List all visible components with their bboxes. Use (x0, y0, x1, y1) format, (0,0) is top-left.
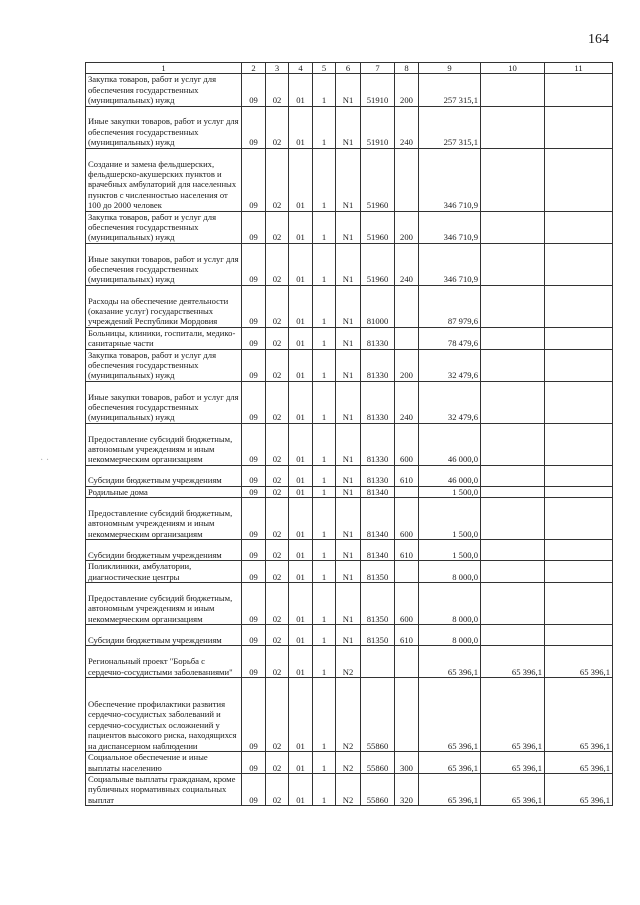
amount-year-3 (545, 349, 613, 381)
row-description: Субсидии бюджетным учреждениям (86, 625, 242, 646)
subprogram-code: 1 (313, 211, 336, 243)
amount-year-2 (481, 486, 545, 497)
program-code: 01 (289, 211, 313, 243)
project-code: N1 (336, 540, 361, 561)
program-code: 01 (289, 583, 313, 625)
expense-code: 55860 (361, 752, 395, 774)
program-code: 01 (289, 540, 313, 561)
section-code: 09 (242, 349, 266, 381)
expense-code: 81350 (361, 583, 395, 625)
expense-type-code (395, 646, 419, 678)
expense-type-code (395, 561, 419, 583)
subsection-code: 02 (266, 752, 289, 774)
subsection-code: 02 (266, 349, 289, 381)
subsection-code: 02 (266, 561, 289, 583)
subsection-code: 02 (266, 678, 289, 752)
amount-year-1: 65 396,1 (419, 773, 481, 805)
amount-year-2 (481, 583, 545, 625)
amount-year-1: 32 479,6 (419, 381, 481, 423)
expense-code: 81350 (361, 625, 395, 646)
table-row (86, 752, 613, 774)
expense-code: 81340 (361, 540, 395, 561)
expense-code: 81330 (361, 423, 395, 465)
row-description: Закупка товаров, работ и услуг для обеспечения государственных (муниципальных) нужд (86, 211, 242, 243)
column-header: 5 (313, 63, 336, 74)
subsection-code: 02 (266, 148, 289, 211)
program-code: 01 (289, 486, 313, 497)
amount-year-3: 65 396,1 (545, 646, 613, 678)
amount-year-2 (481, 423, 545, 465)
amount-year-1: 1 500,0 (419, 486, 481, 497)
amount-year-1: 65 396,1 (419, 646, 481, 678)
expense-code: 55860 (361, 773, 395, 805)
table-row (86, 381, 613, 423)
column-header: 11 (545, 63, 613, 74)
subsection-code: 02 (266, 285, 289, 327)
amount-year-3 (545, 106, 613, 148)
amount-year-2 (481, 106, 545, 148)
section-code: 09 (242, 486, 266, 497)
column-header: 7 (361, 63, 395, 74)
expense-code: 81000 (361, 285, 395, 327)
amount-year-2: 65 396,1 (481, 752, 545, 774)
expense-type-code: 240 (395, 381, 419, 423)
project-code: N2 (336, 773, 361, 805)
expense-type-code: 610 (395, 625, 419, 646)
column-header: 9 (419, 63, 481, 74)
expense-type-code: 600 (395, 498, 419, 540)
column-header: 4 (289, 63, 313, 74)
program-code: 01 (289, 423, 313, 465)
project-code: N1 (336, 381, 361, 423)
table-row (86, 646, 613, 678)
amount-year-3: 65 396,1 (545, 773, 613, 805)
expense-type-code: 320 (395, 773, 419, 805)
column-header: 10 (481, 63, 545, 74)
amount-year-1: 1 500,0 (419, 498, 481, 540)
subsection-code: 02 (266, 646, 289, 678)
subprogram-code: 1 (313, 349, 336, 381)
subprogram-code: 1 (313, 74, 336, 106)
row-description: Субсидии бюджетным учреждениям (86, 540, 242, 561)
amount-year-3 (545, 465, 613, 486)
project-code: N1 (336, 106, 361, 148)
program-code: 01 (289, 327, 313, 349)
project-code: N2 (336, 646, 361, 678)
expense-type-code (395, 285, 419, 327)
expense-type-code: 200 (395, 74, 419, 106)
table-row (86, 106, 613, 148)
amount-year-2 (481, 327, 545, 349)
amount-year-1: 65 396,1 (419, 678, 481, 752)
section-code: 09 (242, 423, 266, 465)
subsection-code: 02 (266, 773, 289, 805)
subprogram-code: 1 (313, 285, 336, 327)
section-code: 09 (242, 625, 266, 646)
subprogram-code: 1 (313, 678, 336, 752)
expense-code: 81330 (361, 349, 395, 381)
table-row (86, 285, 613, 327)
amount-year-1: 46 000,0 (419, 423, 481, 465)
amount-year-2 (481, 561, 545, 583)
section-code: 09 (242, 106, 266, 148)
amount-year-3 (545, 211, 613, 243)
program-code: 01 (289, 465, 313, 486)
expense-type-code: 240 (395, 243, 419, 285)
subsection-code: 02 (266, 540, 289, 561)
amount-year-2 (481, 74, 545, 106)
project-code: N1 (336, 498, 361, 540)
section-code: 09 (242, 678, 266, 752)
amount-year-1: 346 710,9 (419, 211, 481, 243)
subsection-code: 02 (266, 625, 289, 646)
amount-year-1: 78 479,6 (419, 327, 481, 349)
amount-year-1: 46 000,0 (419, 465, 481, 486)
table-row (86, 678, 613, 752)
subprogram-code: 1 (313, 381, 336, 423)
expense-type-code: 600 (395, 423, 419, 465)
subsection-code: 02 (266, 74, 289, 106)
project-code: N1 (336, 486, 361, 497)
row-description: Расходы на обеспечение деятельности (оказание услуг) государственных учреждений Республики Мордовия (86, 285, 242, 327)
table-row (86, 561, 613, 583)
page-number: 164 (588, 32, 609, 47)
project-code: N1 (336, 561, 361, 583)
table-row (86, 773, 613, 805)
subsection-code: 02 (266, 423, 289, 465)
program-code: 01 (289, 678, 313, 752)
project-code: N2 (336, 752, 361, 774)
subprogram-code: 1 (313, 625, 336, 646)
table-row (86, 148, 613, 211)
subprogram-code: 1 (313, 752, 336, 774)
expense-code: 51910 (361, 74, 395, 106)
expense-type-code (395, 486, 419, 497)
amount-year-3 (545, 423, 613, 465)
project-code: N1 (336, 465, 361, 486)
amount-year-2 (481, 540, 545, 561)
row-description: Обеспечение профилактики развития сердечно-сосудистых заболеваний и сердечно-сосудистых осложнений у пациентов высокого риска, находящихся на диспансерном наблюдении (86, 678, 242, 752)
expense-type-code (395, 678, 419, 752)
section-code: 09 (242, 285, 266, 327)
project-code: N1 (336, 74, 361, 106)
amount-year-2: 65 396,1 (481, 678, 545, 752)
program-code: 01 (289, 148, 313, 211)
subprogram-code: 1 (313, 498, 336, 540)
expense-type-code (395, 327, 419, 349)
column-header: 1 (86, 63, 242, 74)
project-code: N1 (336, 211, 361, 243)
program-code: 01 (289, 243, 313, 285)
project-code: N1 (336, 349, 361, 381)
expense-code: 51910 (361, 106, 395, 148)
expense-type-code: 200 (395, 211, 419, 243)
amount-year-2 (481, 148, 545, 211)
table-row (86, 423, 613, 465)
row-description: Закупка товаров, работ и услуг для обеспечения государственных (муниципальных) нужд (86, 349, 242, 381)
subprogram-code: 1 (313, 583, 336, 625)
project-code: N2 (336, 678, 361, 752)
expense-code: 51960 (361, 148, 395, 211)
amount-year-3 (545, 486, 613, 497)
amount-year-3: 65 396,1 (545, 752, 613, 774)
column-header: 3 (266, 63, 289, 74)
subprogram-code: 1 (313, 773, 336, 805)
amount-year-1: 257 315,1 (419, 106, 481, 148)
subprogram-code: 1 (313, 106, 336, 148)
amount-year-1: 65 396,1 (419, 752, 481, 774)
program-code: 01 (289, 498, 313, 540)
subsection-code: 02 (266, 465, 289, 486)
table-row (86, 74, 613, 106)
section-code: 09 (242, 561, 266, 583)
amount-year-1: 346 710,9 (419, 243, 481, 285)
amount-year-2 (481, 285, 545, 327)
subprogram-code: 1 (313, 327, 336, 349)
row-description: Иные закупки товаров, работ и услуг для обеспечения государственных (муниципальных) нужд (86, 243, 242, 285)
subprogram-code: 1 (313, 148, 336, 211)
row-description: Закупка товаров, работ и услуг для обеспечения государственных (муниципальных) нужд (86, 74, 242, 106)
table-row (86, 625, 613, 646)
expense-type-code (395, 148, 419, 211)
subprogram-code: 1 (313, 646, 336, 678)
program-code: 01 (289, 625, 313, 646)
amount-year-1: 8 000,0 (419, 625, 481, 646)
program-code: 01 (289, 752, 313, 774)
section-code: 09 (242, 752, 266, 774)
amount-year-1: 8 000,0 (419, 583, 481, 625)
amount-year-2 (481, 625, 545, 646)
section-code: 09 (242, 773, 266, 805)
column-header: 8 (395, 63, 419, 74)
expense-type-code: 610 (395, 465, 419, 486)
amount-year-1: 257 315,1 (419, 74, 481, 106)
table-row (86, 486, 613, 497)
section-code: 09 (242, 583, 266, 625)
subprogram-code: 1 (313, 486, 336, 497)
subprogram-code: 1 (313, 465, 336, 486)
section-code: 09 (242, 646, 266, 678)
subsection-code: 02 (266, 498, 289, 540)
row-description: Родильные дома (86, 486, 242, 497)
program-code: 01 (289, 381, 313, 423)
amount-year-2 (481, 381, 545, 423)
table-row (86, 327, 613, 349)
amount-year-3 (545, 540, 613, 561)
amount-year-2 (481, 498, 545, 540)
row-description: Иные закупки товаров, работ и услуг для обеспечения государственных (муниципальных) нужд (86, 106, 242, 148)
expense-code: 81340 (361, 486, 395, 497)
amount-year-1: 1 500,0 (419, 540, 481, 561)
amount-year-1: 32 479,6 (419, 349, 481, 381)
amount-year-3 (545, 74, 613, 106)
row-description: Предоставление субсидий бюджетным, автономным учреждениям и иным некоммерческим организациям (86, 423, 242, 465)
table-row (86, 243, 613, 285)
amount-year-3: 65 396,1 (545, 678, 613, 752)
program-code: 01 (289, 285, 313, 327)
program-code: 01 (289, 349, 313, 381)
table-row (86, 540, 613, 561)
expense-code: 55860 (361, 678, 395, 752)
amount-year-3 (545, 243, 613, 285)
expense-type-code: 600 (395, 583, 419, 625)
row-description: Создание и замена фельдшерских, фельдшерско-акушерских пунктов и врачебных амбулаторий для населенных пунктов с численностью населения от 100 до 2000 человек (86, 148, 242, 211)
project-code: N1 (336, 625, 361, 646)
amount-year-3 (545, 561, 613, 583)
amount-year-2: 65 396,1 (481, 773, 545, 805)
amount-year-3 (545, 327, 613, 349)
row-description: Региональный проект "Борьба с сердечно-сосудистыми заболеваниями" (86, 646, 242, 678)
expense-code: 81340 (361, 498, 395, 540)
subprogram-code: 1 (313, 423, 336, 465)
column-header: 2 (242, 63, 266, 74)
amount-year-2 (481, 349, 545, 381)
amount-year-1: 346 710,9 (419, 148, 481, 211)
section-code: 09 (242, 540, 266, 561)
amount-year-3 (545, 625, 613, 646)
subsection-code: 02 (266, 486, 289, 497)
subsection-code: 02 (266, 106, 289, 148)
budget-table (85, 62, 613, 806)
expense-type-code: 610 (395, 540, 419, 561)
subsection-code: 02 (266, 243, 289, 285)
row-description: Социальное обеспечение и иные выплаты населению (86, 752, 242, 774)
expense-type-code: 200 (395, 349, 419, 381)
subsection-code: 02 (266, 327, 289, 349)
project-code: N1 (336, 285, 361, 327)
row-description: Больницы, клиники, госпитали, медико-санитарные части (86, 327, 242, 349)
row-description: Социальные выплаты гражданам, кроме публичных нормативных социальных выплат (86, 773, 242, 805)
table-row (86, 583, 613, 625)
amount-year-2 (481, 243, 545, 285)
program-code: 01 (289, 773, 313, 805)
program-code: 01 (289, 106, 313, 148)
amount-year-2: 65 396,1 (481, 646, 545, 678)
project-code: N1 (336, 583, 361, 625)
expense-code: 81330 (361, 381, 395, 423)
section-code: 09 (242, 381, 266, 423)
project-code: N1 (336, 327, 361, 349)
section-code: 09 (242, 327, 266, 349)
subsection-code: 02 (266, 583, 289, 625)
scan-speck: · · (40, 455, 50, 466)
row-description: Предоставление субсидий бюджетным, автономным учреждениям и иным некоммерческим организациям (86, 583, 242, 625)
amount-year-2 (481, 211, 545, 243)
amount-year-2 (481, 465, 545, 486)
project-code: N1 (336, 243, 361, 285)
project-code: N1 (336, 423, 361, 465)
table-row (86, 498, 613, 540)
expense-code: 81350 (361, 561, 395, 583)
column-header: 6 (336, 63, 361, 74)
row-description: Иные закупки товаров, работ и услуг для обеспечения государственных (муниципальных) нужд (86, 381, 242, 423)
expense-code: 81330 (361, 465, 395, 486)
expense-type-code: 240 (395, 106, 419, 148)
table-row (86, 211, 613, 243)
project-code: N1 (336, 148, 361, 211)
subprogram-code: 1 (313, 561, 336, 583)
subsection-code: 02 (266, 211, 289, 243)
section-code: 09 (242, 148, 266, 211)
amount-year-3 (545, 498, 613, 540)
program-code: 01 (289, 74, 313, 106)
program-code: 01 (289, 646, 313, 678)
amount-year-3 (545, 381, 613, 423)
program-code: 01 (289, 561, 313, 583)
section-code: 09 (242, 74, 266, 106)
section-code: 09 (242, 243, 266, 285)
row-description: Субсидии бюджетным учреждениям (86, 465, 242, 486)
expense-code: 51960 (361, 243, 395, 285)
amount-year-3 (545, 583, 613, 625)
expense-code (361, 646, 395, 678)
subprogram-code: 1 (313, 243, 336, 285)
amount-year-3 (545, 285, 613, 327)
section-code: 09 (242, 211, 266, 243)
table-row (86, 349, 613, 381)
subsection-code: 02 (266, 381, 289, 423)
table-row (86, 465, 613, 486)
expense-code: 51960 (361, 211, 395, 243)
section-code: 09 (242, 498, 266, 540)
row-description: Предоставление субсидий бюджетным, автономным учреждениям и иным некоммерческим организациям (86, 498, 242, 540)
subprogram-code: 1 (313, 540, 336, 561)
amount-year-1: 8 000,0 (419, 561, 481, 583)
expense-code: 81330 (361, 327, 395, 349)
row-description: Поликлиники, амбулатории, диагностические центры (86, 561, 242, 583)
amount-year-3 (545, 148, 613, 211)
header-row (86, 63, 613, 74)
amount-year-1: 87 979,6 (419, 285, 481, 327)
expense-type-code: 300 (395, 752, 419, 774)
section-code: 09 (242, 465, 266, 486)
